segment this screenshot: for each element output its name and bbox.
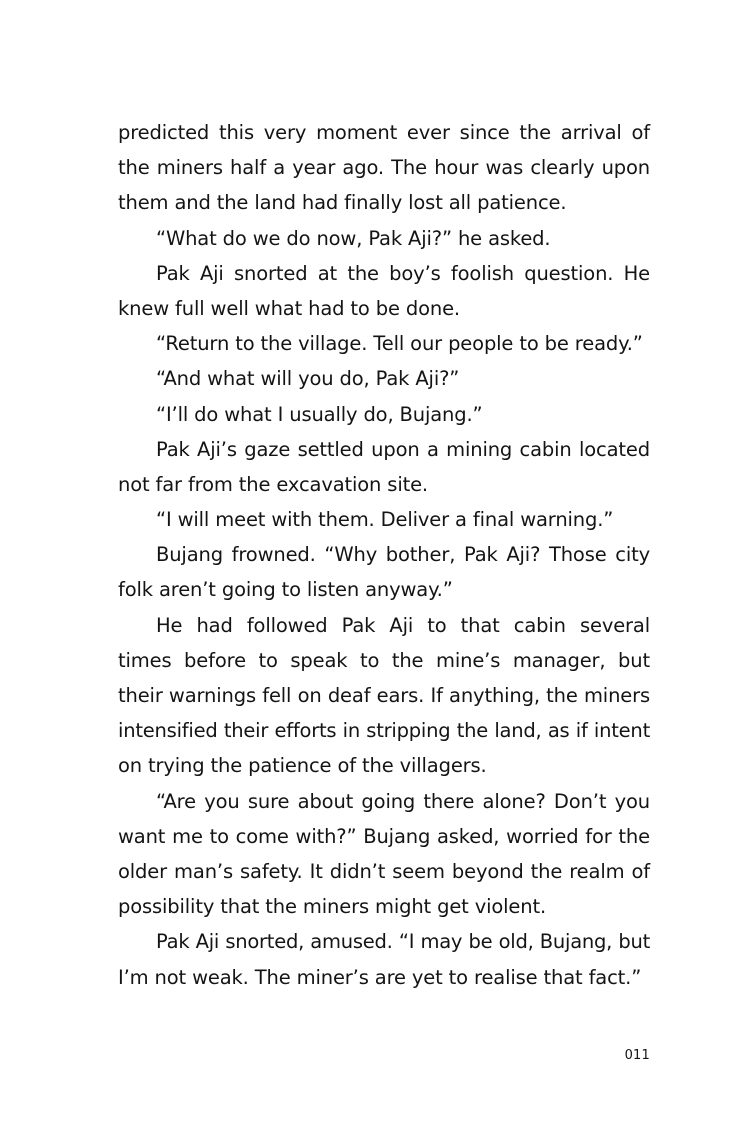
text-line: intensified their efforts in stripping the land, as if intent	[118, 719, 650, 743]
text-line: the miners half a year ago. The hour was clearly upon	[118, 156, 650, 180]
text-line: predicted this very moment ever since the arrival of	[118, 121, 650, 144]
text-line: want me to come with?” Bujang asked, worried for the	[118, 824, 650, 848]
text-line: Pak Aji snorted at the boy’s foolish question. He	[156, 261, 650, 285]
text-line: “I’ll do what I usually do, Bujang.”	[156, 402, 483, 426]
text-line: knew full well what had to be done.	[118, 296, 460, 320]
text-line: Bujang frowned. “Why bother, Pak Aji? Those city	[156, 543, 650, 567]
text-line: “And what will you do, Pak Aji?”	[156, 367, 460, 391]
text-line: folk aren’t going to listen anyway.”	[118, 578, 453, 602]
text-line: He had followed Pak Aji to that cabin several	[156, 613, 650, 637]
text-line: older man’s safety. It didn’t seem beyond the realm of	[118, 859, 650, 883]
text-line: possibility that the miners might get violent.	[118, 895, 547, 919]
text-line: Pak Aji’s gaze settled upon a mining cabin located	[156, 437, 650, 461]
text-line: Pak Aji snorted, amused. “I may be old, Bujang, but	[156, 930, 650, 954]
body-text	[118, 115, 650, 995]
text-line: them and the land had finally lost all patience.	[118, 191, 567, 215]
text-line: “What do we do now, Pak Aji?” he asked.	[156, 226, 551, 250]
text-line: their warnings fell on deaf ears. If anything, the miners	[118, 684, 650, 707]
text-line: times before to speak to the mine’s manager, but	[118, 648, 650, 672]
text-line: “Are you sure about going there alone? Don’t you	[156, 789, 650, 813]
text-line: “I will meet with them. Deliver a final warning.”	[156, 508, 614, 532]
text-line: “Return to the village. Tell our people to be ready.”	[156, 332, 643, 356]
text-line: I’m not weak. The miner’s are yet to realise that fact.”	[118, 965, 642, 989]
text-line: not far from the excavation site.	[118, 472, 428, 496]
page-number: 011	[624, 1048, 650, 1063]
text-line: on trying the patience of the villagers.	[118, 754, 487, 778]
